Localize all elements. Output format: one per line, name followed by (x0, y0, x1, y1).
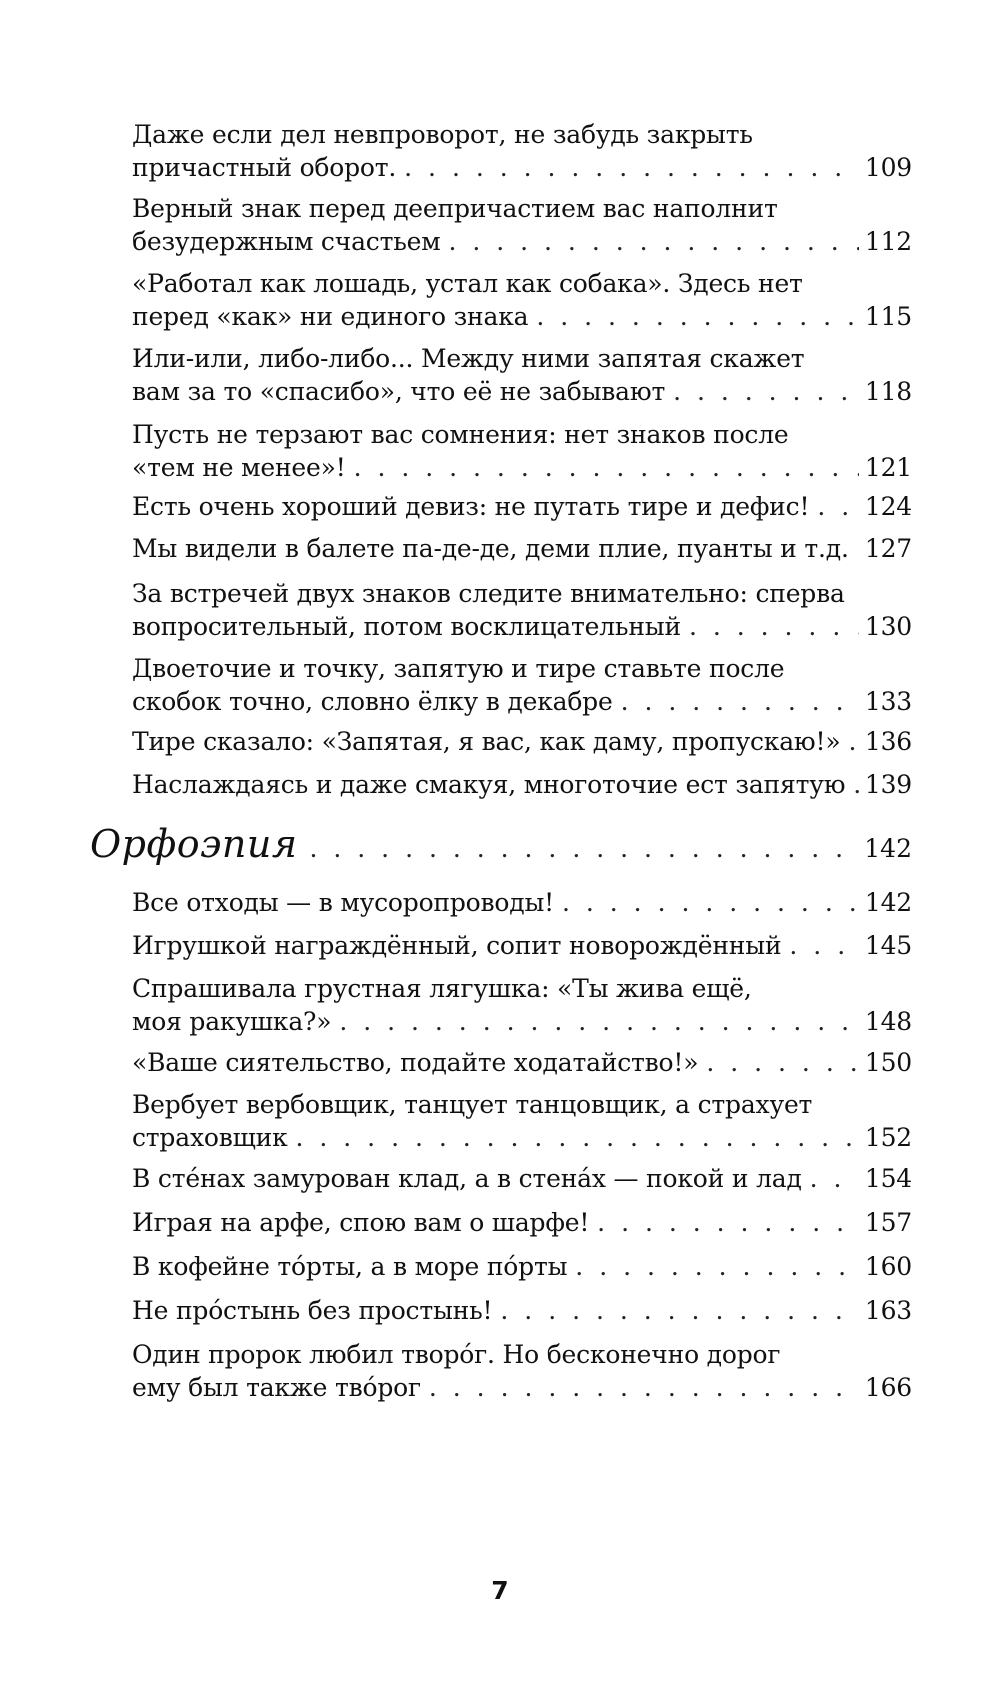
toc-entry-text: Пусть не терзают вас сомнения: нет знаков после (132, 420, 789, 449)
dot-leader (689, 610, 859, 643)
dot-leader (575, 1250, 859, 1283)
toc-page-number: 109 (864, 153, 912, 182)
dot-leader (429, 1371, 859, 1404)
toc-entry (132, 418, 912, 484)
dot-leader (848, 725, 858, 758)
toc-entry-text: За встречей двух знаков следите внимательно: сперва (132, 579, 845, 608)
toc-page-number: 121 (864, 453, 912, 482)
toc-entry (132, 192, 912, 258)
toc-page-number: 163 (864, 1296, 912, 1325)
toc-page-number: 130 (864, 612, 912, 641)
dot-leader (789, 929, 858, 962)
toc-entry (132, 929, 912, 962)
toc-entry-text: Играя на арфе, спою вам о шарфе! (132, 1208, 590, 1237)
toc-page-number: 139 (864, 770, 912, 799)
toc-entry (132, 342, 912, 408)
dot-leader (857, 532, 859, 565)
toc-entry-text: «тем не менее»! (132, 453, 346, 482)
toc-entry-text: Даже если дел невпроворот, не забудь закрыть (132, 120, 753, 149)
toc-entry (132, 768, 912, 801)
toc-entry-text: Один пророк любил творóг. Но бесконечно дорог (132, 1340, 781, 1369)
dot-leader (817, 490, 859, 523)
toc-page-number: 157 (864, 1208, 912, 1237)
toc-page-number: 142 (864, 834, 912, 863)
toc-entry-text: Или-или, либо-либо... Между ними запятая скажет (132, 344, 805, 373)
toc-entry (132, 1162, 912, 1195)
toc-page-number: 118 (864, 377, 912, 406)
toc-page-number: 127 (864, 534, 912, 563)
toc-entry-text: вам за то «спасибо», что её не забывают (132, 377, 666, 406)
toc-entry-text: «Ваше сиятельство, подайте ходатайство!» (132, 1048, 699, 1077)
toc-entry (132, 1206, 912, 1239)
toc-entry-text: В кофейне тóрты, а в море пóрты (132, 1252, 568, 1281)
toc-entry (132, 652, 912, 718)
toc-entry-text: Наслаждаясь и даже смакуя, многоточие ест запятую (132, 770, 846, 799)
toc-entry-text: страховщик (132, 1123, 288, 1152)
toc-entry-text: «Работал как лошадь, устал как собака». Здесь нет (132, 269, 803, 298)
toc-entry-text: Вербует вербовщик, танцует танцовщик, а страхует (132, 1090, 813, 1119)
toc-entry (132, 972, 912, 1038)
toc-page-number: 166 (864, 1373, 912, 1402)
page-number: 7 (491, 1576, 509, 1605)
toc-entry (132, 267, 912, 333)
dot-leader (404, 151, 859, 184)
dot-leader (310, 834, 859, 863)
toc-entry-text: Есть очень хороший девиз: не путать тире и дефис! (132, 492, 810, 521)
toc-page-number: 160 (864, 1252, 912, 1281)
toc-entry-text: Не прóстынь без простынь! (132, 1296, 493, 1325)
dot-leader (500, 1294, 858, 1327)
toc-page-number: 145 (864, 931, 912, 960)
toc-page-number: 133 (864, 687, 912, 716)
toc-entry (132, 118, 912, 184)
dot-leader (448, 225, 858, 258)
toc-entry (132, 1046, 912, 1079)
toc-page-number: 152 (864, 1123, 912, 1152)
toc-entry-text: скобок точно, словно ёлку в декабре (132, 687, 613, 716)
section-heading (90, 822, 912, 866)
dot-leader (296, 1121, 859, 1154)
toc-entry (132, 490, 912, 523)
toc-entry (132, 1338, 912, 1404)
dot-leader (354, 451, 859, 484)
dot-leader (810, 1162, 859, 1195)
toc-page-number: 148 (864, 1007, 912, 1036)
toc-entry-text: безудержным счастьем (132, 227, 441, 256)
toc-entry (132, 1250, 912, 1283)
toc-entry-text: Спрашивала грустная лягушка: «Ты жива ещё, (132, 974, 752, 1003)
toc-entry-text: Двоеточие и точку, запятую и тире ставьте после (132, 654, 785, 683)
dot-leader (621, 685, 859, 718)
toc-entry-text: причастный оборот. (132, 153, 397, 182)
toc-entry (132, 532, 912, 565)
toc-entry-text: Все отходы — в мусоропроводы! (132, 888, 554, 917)
toc-page-number: 136 (864, 727, 912, 756)
dot-leader (673, 375, 859, 408)
toc-page-number: 150 (864, 1048, 912, 1077)
toc-entry (132, 1294, 912, 1327)
toc-entry (132, 1088, 912, 1154)
toc-entry-text: Тире сказало: «Запятая, я вас, как даму, пропускаю!» (132, 727, 841, 756)
dot-leader (706, 1046, 859, 1079)
toc-entry-text: моя ракушка?» (132, 1007, 332, 1036)
dot-leader (597, 1206, 859, 1239)
toc-entry-text: вопросительный, потом восклицательный (132, 612, 681, 641)
toc-page-number: 115 (864, 302, 912, 331)
toc-page-number: 112 (864, 227, 912, 256)
toc-page-number: 142 (864, 888, 912, 917)
toc-page-number: 154 (864, 1164, 912, 1193)
dot-leader (536, 300, 859, 333)
section-title: Орфоэпия (90, 822, 298, 866)
toc-entry-text: перед «как» ни единого знака (132, 302, 529, 331)
toc-entry-text: В стéнах замурован клад, а в стенáх — покой и лад (132, 1164, 802, 1193)
toc-entry-text: ему был также твóрог (132, 1373, 421, 1402)
toc-entry (132, 886, 912, 919)
dot-leader (339, 1005, 859, 1038)
toc-entry (132, 725, 912, 758)
dot-leader (562, 886, 859, 919)
toc-entry-text: Верный знак перед деепричастием вас наполнит (132, 194, 778, 223)
dot-leader (853, 768, 859, 801)
toc-page-number: 124 (864, 492, 912, 521)
toc-entry-text: Мы видели в балете па-де-де, деми плие, пуанты и т.д. (132, 534, 849, 563)
toc-entry (132, 577, 912, 643)
toc-entry-text: Игрушкой награждённый, сопит новорождённый (132, 931, 782, 960)
